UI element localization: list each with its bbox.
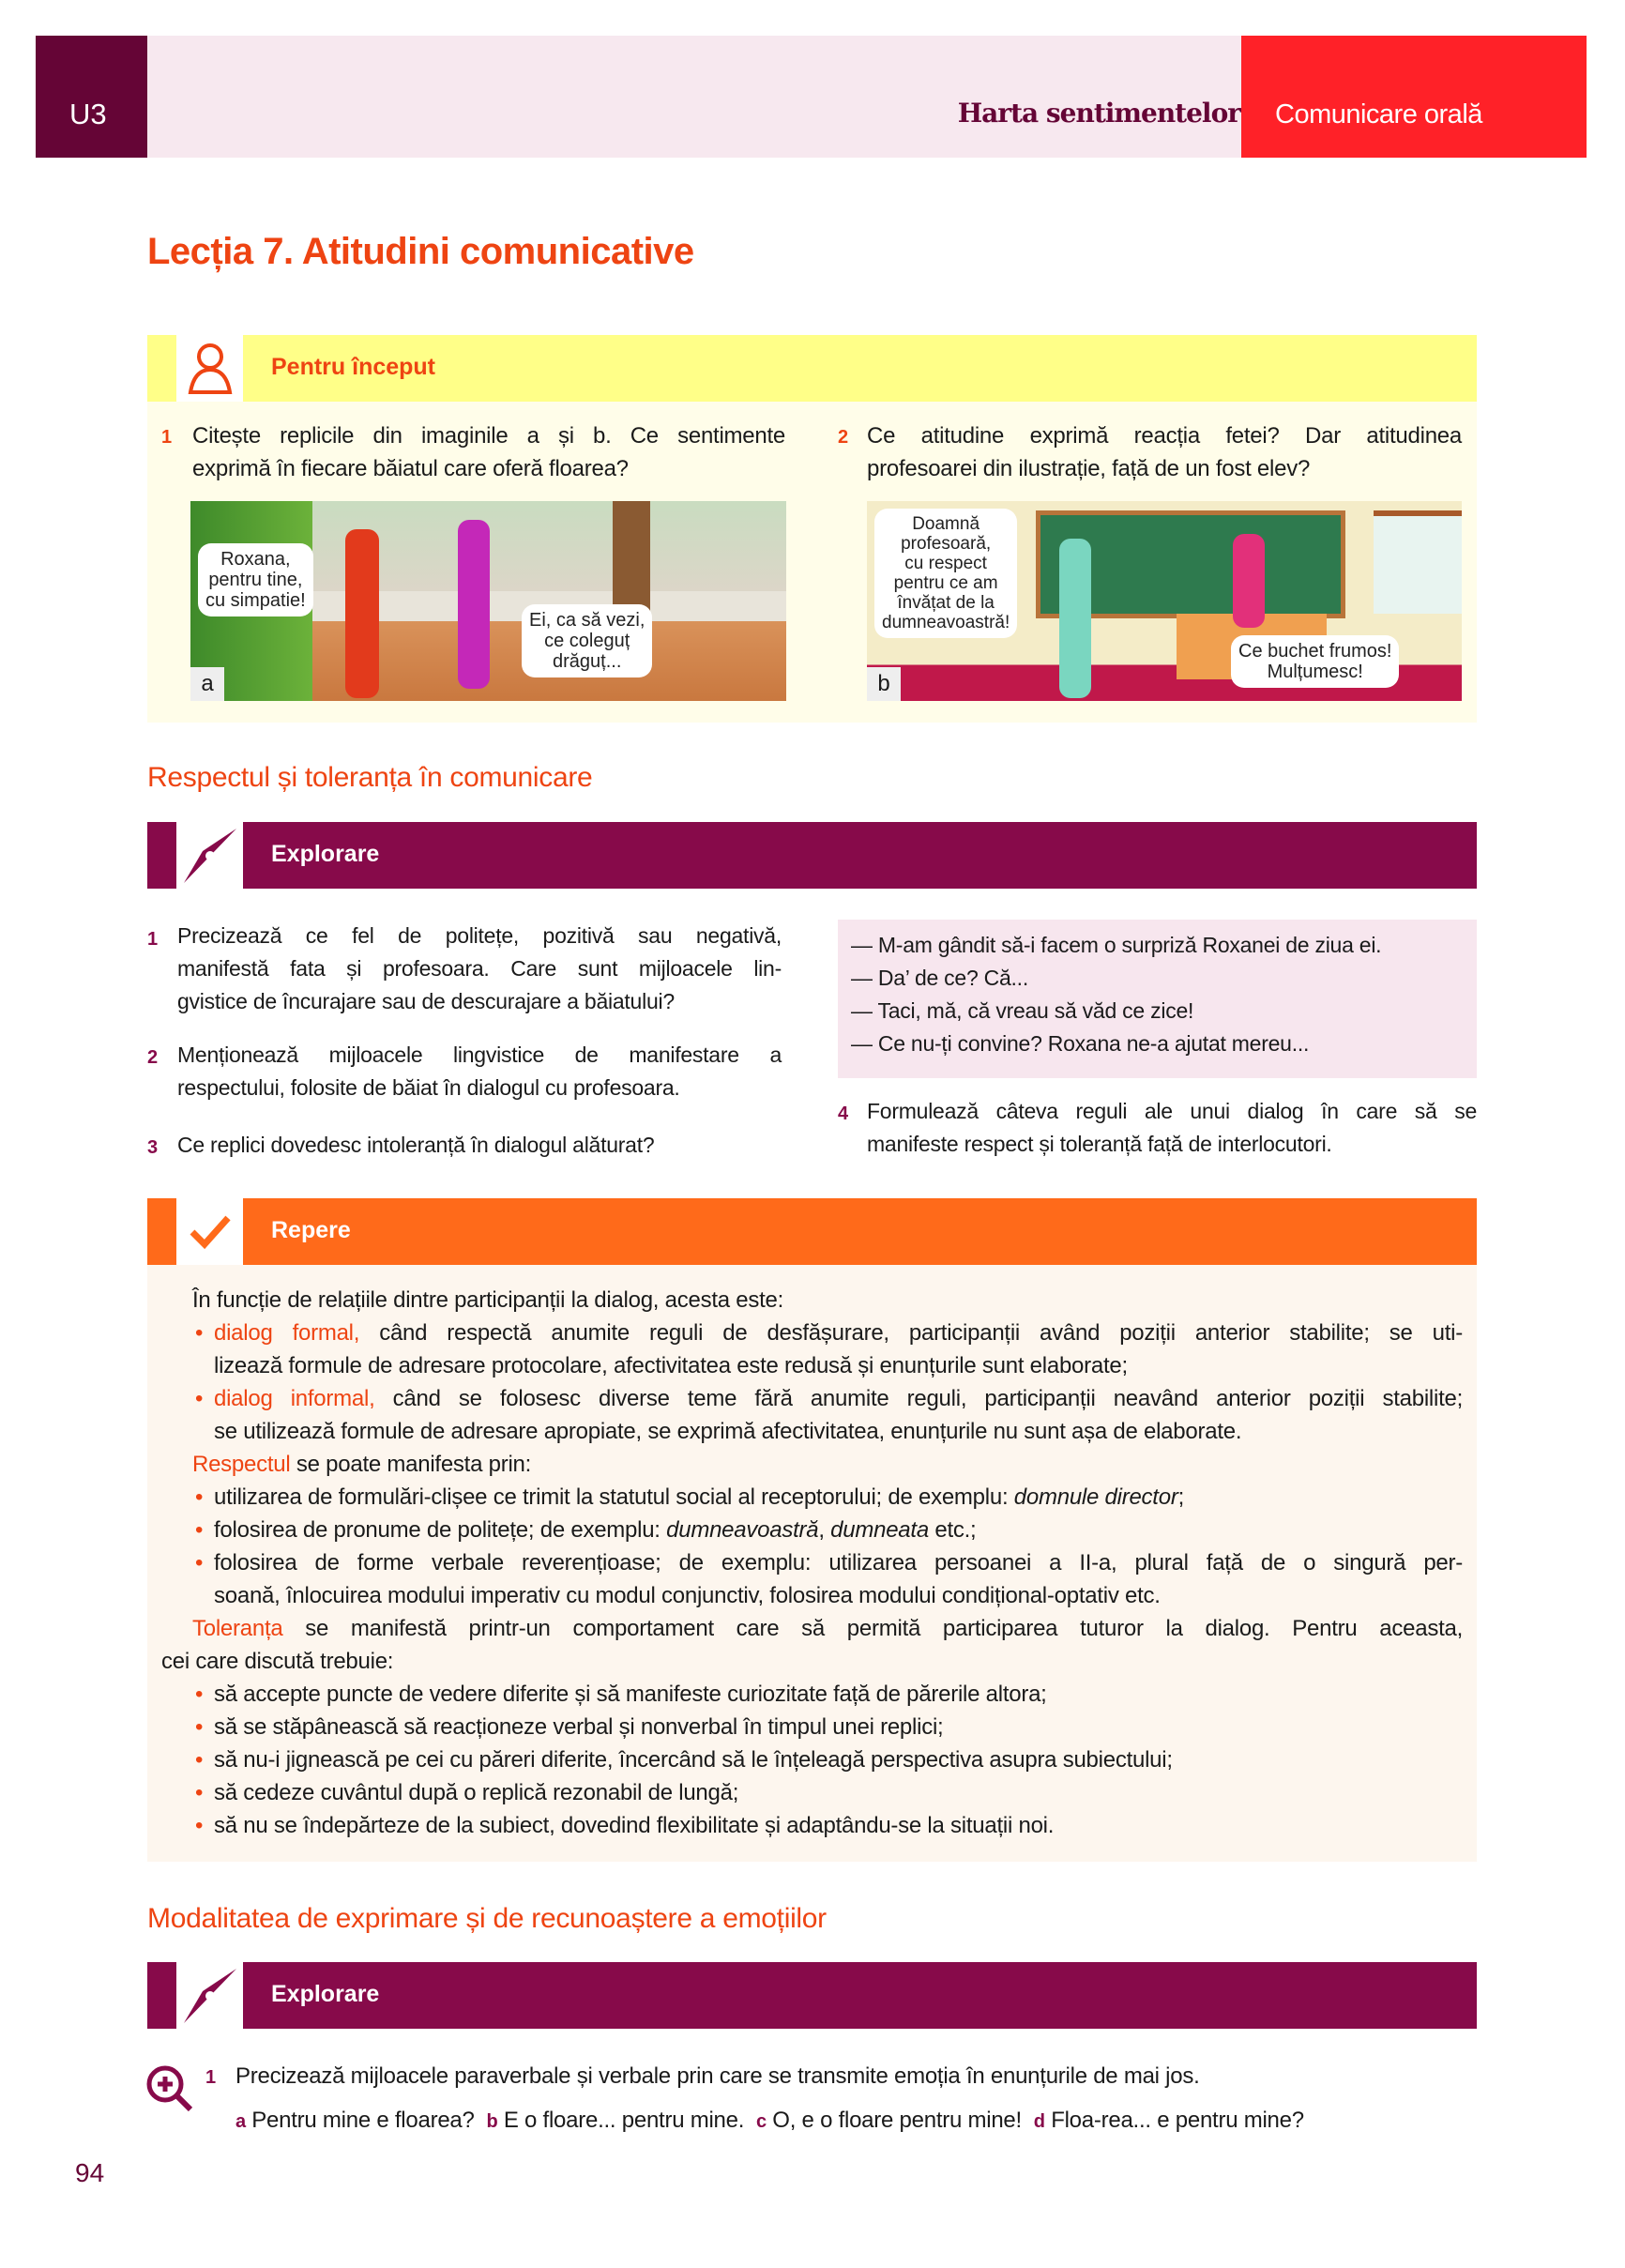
text-line: se utilizează formule de adresare apropiate, se exprimă afectivitatea, enunțurile nu sunt așa de elaborate. bbox=[214, 1419, 1242, 1444]
option-text: O, e o floare pentru mine! bbox=[772, 2108, 1022, 2133]
q-number: 3 bbox=[147, 1137, 159, 1158]
bullet-informal: • dialog informal, când se folosesc diverse teme fără anumite reguli, participanții neavând anterior poziții stabilite; bbox=[195, 1386, 1464, 1411]
compass-icon bbox=[176, 1962, 243, 2029]
dialog-line: — Taci, mă, că vreau să văd ce zice! bbox=[851, 998, 1194, 1023]
text-line: soană, înlocuirea modului imperativ cu modul conjunctiv, folosirea modului condițional-optativ etc. bbox=[214, 1583, 1161, 1608]
text-line: gvistice de încurajare sau de descurajare a băiatului? bbox=[177, 989, 675, 1013]
checkmark-icon bbox=[176, 1198, 243, 1265]
intro-label: Pentru început bbox=[271, 354, 436, 380]
person-icon bbox=[176, 335, 243, 402]
text-line: profesoarei din ilustrație, față de un fost elev? bbox=[867, 456, 1311, 481]
q-number: 2 bbox=[147, 1047, 159, 1068]
text-line: Ce replici dovedesc intoleranță în dialogul alăturat? bbox=[177, 1133, 655, 1157]
explore-label: Explorare bbox=[271, 1981, 380, 2007]
list-item: • să cedeze cuvântul după o replică rezonabil de lungă; bbox=[195, 1780, 739, 1805]
list-item: • să nu se îndepărteze de la subiect, dovedind flexibilitate și adaptându-se la situații noi. bbox=[195, 1813, 1055, 1838]
illustration-a bbox=[190, 501, 786, 701]
text-line: Ce atitudine exprimă reacția fetei? Dar atitudinea bbox=[867, 423, 1462, 449]
bar-fill bbox=[243, 1962, 1477, 2029]
repere-content bbox=[161, 1284, 1463, 1842]
text-line: exprimă în fiecare băiatul care oferă floarea? bbox=[192, 456, 629, 481]
option-text: Pentru mine e floarea? bbox=[251, 2108, 475, 2133]
term: Respectul bbox=[192, 1452, 291, 1477]
text-line: Precizează ce fel de politețe, pozitivă sau negativă, bbox=[177, 923, 782, 948]
text-line: Menționează mijloacele lingvistice de manifestare a bbox=[177, 1043, 782, 1067]
respect-line: Respectul se poate manifesta prin: bbox=[192, 1452, 532, 1477]
explore1-q3 bbox=[177, 1129, 654, 1162]
option-letter: d bbox=[1033, 2111, 1045, 2132]
option-text: Floa-rea... e pentru mine? bbox=[1051, 2108, 1304, 2133]
text-line: cei care discută trebuie: bbox=[161, 1649, 394, 1674]
lesson-title: Lecția 7. Atitudini comunicative bbox=[147, 231, 694, 272]
term: dialog formal, bbox=[214, 1320, 360, 1346]
list-item: • să nu-i jignească pe cei cu păreri diferite, încercând să le înțeleagă perspectiva asupra subiectului; bbox=[195, 1747, 1173, 1773]
world-map bbox=[1374, 510, 1462, 614]
text-line: Formulează câteva reguli ale unui dialog în care să se bbox=[867, 1099, 1477, 1123]
boy-figure bbox=[1059, 539, 1091, 698]
explore-header bbox=[147, 822, 1477, 889]
teacher-figure bbox=[1233, 534, 1265, 628]
text-line: manifeste respect și toleranță față de interlocutori. bbox=[867, 1132, 1332, 1156]
unit-label: U3 bbox=[36, 36, 147, 158]
speech-bubble: Doamnă profesoară, cu respect pentru ce am învățat de la dumneavoastră! bbox=[874, 509, 1017, 638]
page-number: 94 bbox=[75, 2158, 105, 2187]
intro-header bbox=[147, 335, 1477, 402]
explore-label: Explorare bbox=[271, 841, 380, 867]
list-item: • să se stăpânească să reacționeze verbal și nonverbal în timpul unei replici; bbox=[195, 1714, 944, 1740]
stripe bbox=[147, 1198, 176, 1265]
list-item: • folosirea de forme verbale reverențioase; de exemplu: utilizarea persoanei a II-a, plural față de o singură per- bbox=[195, 1550, 1463, 1575]
option-text: E o floare... pentru mine. bbox=[503, 2108, 745, 2133]
list-item: • să accepte puncte de vedere diferite și să manifeste curiozitate față de părerile altora; bbox=[195, 1682, 1047, 1707]
section-title: Respectul și toleranța în comunicare bbox=[147, 762, 593, 793]
question-text: Precizează mijloacele paraverbale și verbale prin care se transmite emoția în enunțurile de mai jos. bbox=[235, 2063, 1200, 2089]
q-number: 1 bbox=[147, 929, 159, 950]
image-label: b bbox=[867, 667, 901, 701]
explore1-q2 bbox=[177, 1039, 782, 1104]
bullet-formal: • dialog formal, când respectă anumite reguli de desfășurare, participanții având poziții anterior stabilite; se uti- bbox=[195, 1320, 1463, 1346]
dialog-line: — Ce nu-ți convine? Roxana ne-a ajutat mereu... bbox=[851, 1031, 1310, 1056]
image-label: a bbox=[190, 667, 224, 701]
intro-q1 bbox=[192, 419, 785, 485]
text-line: În funcție de relațiile dintre participanții la dialog, acesta este: bbox=[192, 1287, 784, 1313]
q-number: 1 bbox=[205, 2067, 217, 2088]
option-letter: b bbox=[486, 2111, 498, 2132]
dialog-line: — Da’ de ce? Că... bbox=[851, 966, 1028, 990]
magnifier-plus-icon bbox=[145, 2064, 194, 2118]
term: Toleranța bbox=[192, 1616, 283, 1641]
tolerance-line: Toleranța se manifestă printr-un comportament care să permită participarea tuturor la dialog. Pentru aceasta, bbox=[192, 1616, 1463, 1641]
speech-bubble: Ce buchet frumos! Mulțumesc! bbox=[1231, 635, 1399, 688]
text-line: Citește replicile din imaginile a și b. Ce sentimente bbox=[192, 423, 785, 449]
girl-figure bbox=[458, 520, 490, 689]
explore1-q4 bbox=[867, 1095, 1477, 1161]
term: dialog informal, bbox=[214, 1386, 375, 1411]
option-letter: c bbox=[756, 2111, 767, 2132]
compass-icon bbox=[176, 822, 243, 889]
header-band bbox=[147, 36, 1241, 158]
bar-fill bbox=[243, 1198, 1477, 1265]
list-item: • utilizarea de formulări-clișee ce trimit la statutul social al receptorului; de exemplu: domnule director; bbox=[195, 1484, 1184, 1510]
stripe bbox=[147, 335, 176, 402]
repere-header bbox=[147, 1198, 1477, 1265]
stripe bbox=[147, 1962, 176, 2029]
unit-title: Harta sentimentelor bbox=[957, 98, 1240, 129]
text-line: respectului, folosite de băiat în dialogul cu profesoara. bbox=[177, 1075, 680, 1100]
q-number: 1 bbox=[161, 427, 173, 448]
explore-header bbox=[147, 1962, 1477, 2029]
q-number: 4 bbox=[838, 1104, 849, 1124]
text-line: manifestă fata și profesoara. Care sunt mijloacele lin- bbox=[177, 956, 782, 981]
dialog-line: — M-am gândit să-i facem o surpriză Roxanei de ziua ei. bbox=[851, 933, 1382, 957]
q-number: 2 bbox=[838, 427, 849, 448]
section-title: Modalitatea de exprimare și de recunoaștere a emoțiilor bbox=[147, 1903, 827, 1934]
stripe bbox=[147, 822, 176, 889]
boy-figure bbox=[345, 529, 379, 698]
speech-bubble: Ei, ca să vezi, ce coleguț drăguț... bbox=[522, 604, 652, 677]
intro-q2 bbox=[867, 419, 1462, 485]
section-label: Comunicare orală bbox=[1241, 36, 1587, 158]
illustration-b bbox=[867, 501, 1462, 701]
list-item: • folosirea de pronume de politețe; de exemplu: dumneavoastră, dumneata etc.; bbox=[195, 1517, 977, 1543]
options-row bbox=[235, 2104, 1304, 2139]
option-letter: a bbox=[235, 2111, 246, 2132]
speech-bubble: Roxana, pentru tine, cu simpatie! bbox=[198, 543, 313, 616]
repere-label: Repere bbox=[271, 1217, 351, 1243]
dialog-box bbox=[838, 920, 1477, 1078]
bar-fill bbox=[243, 822, 1477, 889]
explore1-q1 bbox=[177, 920, 782, 1018]
text-line: lizează formule de adresare protocolare, afectivitatea este redusă și enunțurile sunt elaborate; bbox=[214, 1353, 1128, 1378]
